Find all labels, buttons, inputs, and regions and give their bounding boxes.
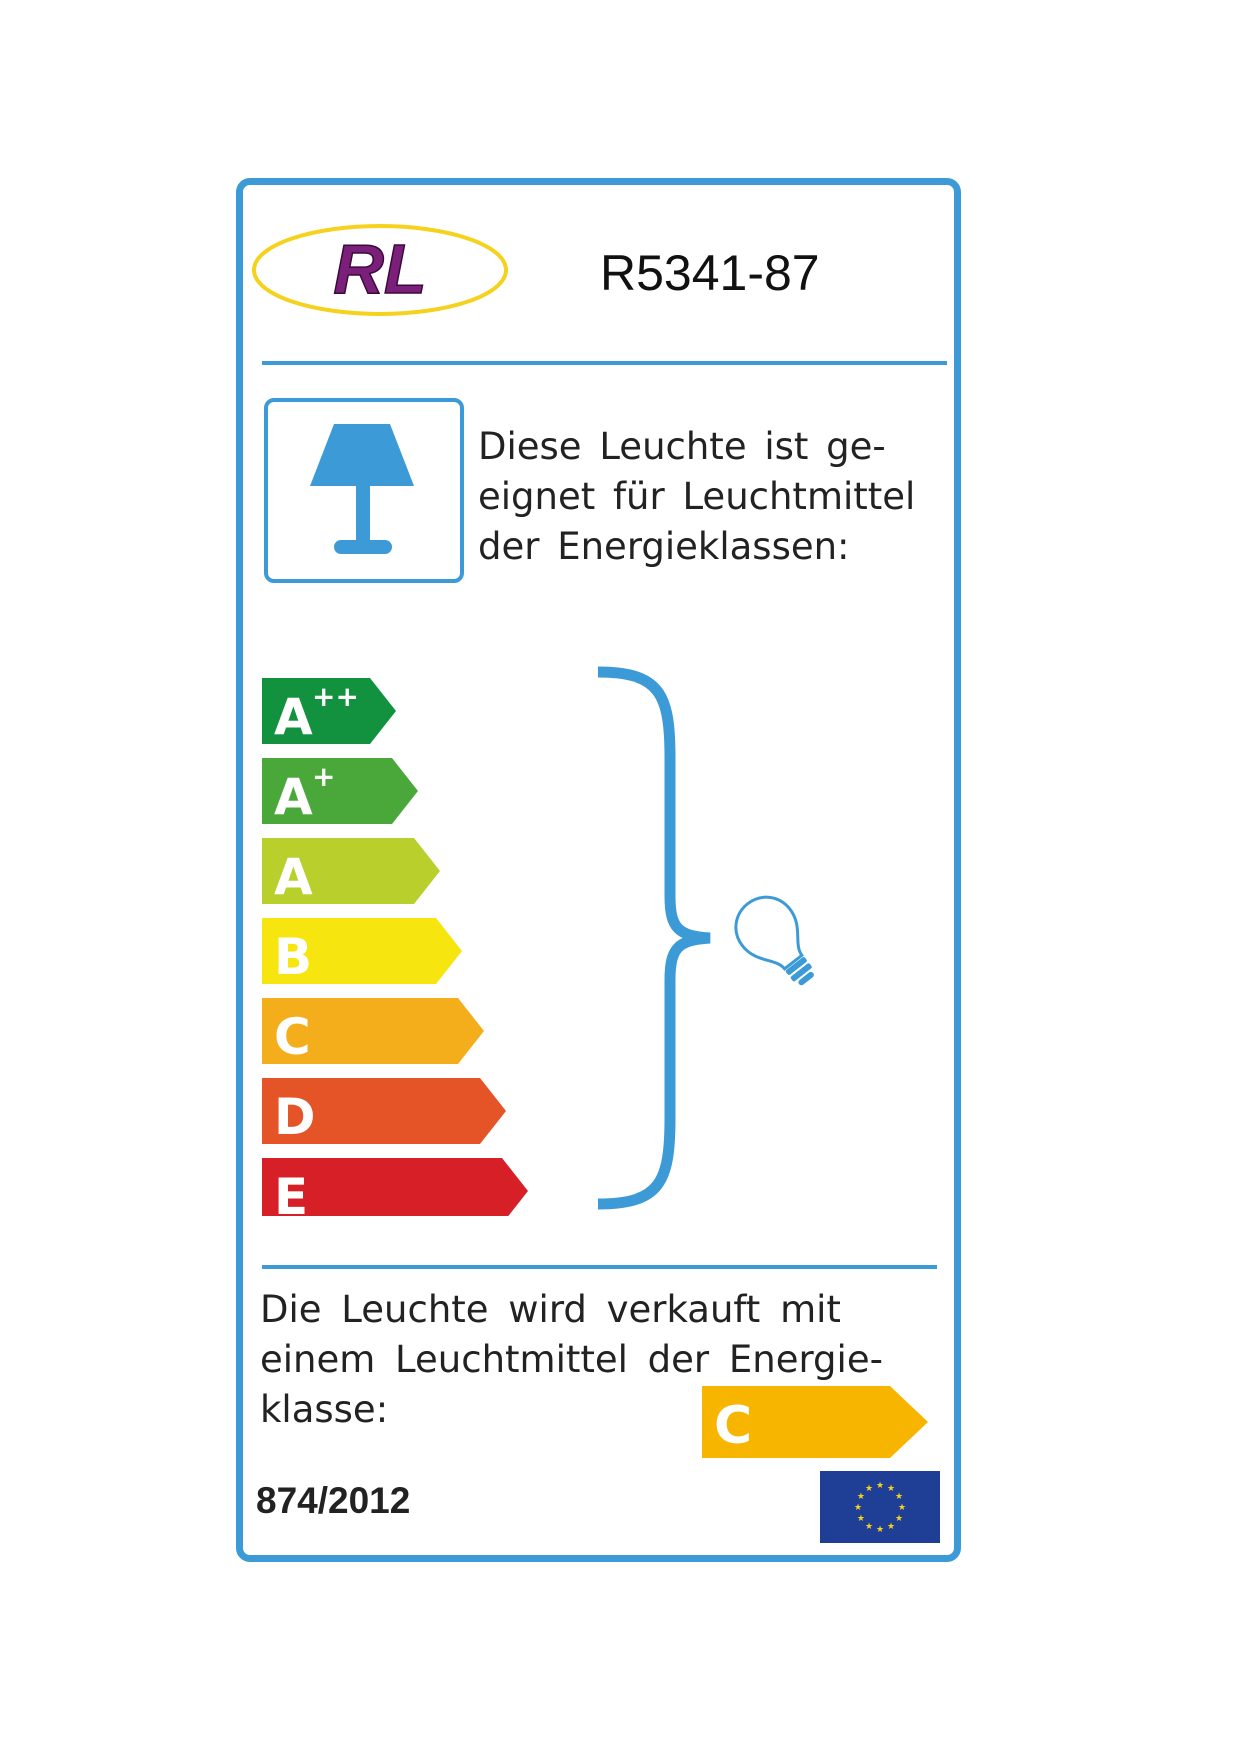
energy-class-arrow [262,1158,528,1216]
suitability-line: der Energieklassen: [478,525,850,568]
energy-class-letter: B [274,928,313,986]
energy-class-superscript: ++ [312,680,359,713]
model-number: R5341-87 [600,245,820,301]
suitability-line: eignet für Leuchtmittel [478,475,916,518]
eu-star-icon: ★ [886,1483,896,1494]
suitability-line: Diese Leuchte ist ge- [478,425,886,468]
lamp-icon-box [264,398,464,583]
bottom-divider [262,1265,937,1269]
brand-logo [248,220,512,320]
eu-star-icon: ★ [875,1525,885,1535]
eu-star-icon: ★ [853,1503,863,1513]
energy-class-arrow [262,918,462,986]
brace-and-bulb [598,666,848,1226]
curly-brace [598,672,710,1204]
energy-class-arrow [262,998,484,1066]
energy-class-arrow [262,1078,506,1146]
eu-star-icon: ★ [895,1514,904,1524]
energy-class-letter: D [274,1088,316,1146]
regulation-number: 874/2012 [256,1480,411,1521]
eu-star-icon: ★ [886,1522,896,1533]
eu-star-icon: ★ [897,1503,907,1513]
energy-class-letter: A [274,768,313,826]
included-lamp-class-letter: C [714,1396,753,1456]
suitability-text [478,422,948,572]
eu-star-icon: ★ [864,1483,874,1494]
eu-flag-icon [820,1471,940,1543]
included-lamp-class-arrow [702,1386,928,1458]
energy-class-letter: A [274,848,313,906]
eu-star-icon: ★ [875,1481,885,1491]
eu-star-icon: ★ [895,1492,904,1502]
top-divider [262,361,947,365]
sold-with-line: einem Leuchtmittel der Energie- [260,1338,883,1381]
eu-star-icon: ★ [864,1522,874,1533]
energy-class-arrow [262,758,418,826]
sold-with-line: Die Leuchte wird verkauft mit [260,1288,841,1331]
logo-text: RL [333,230,427,308]
energy-class-letter: C [274,1008,311,1066]
energy-class-scale [262,676,542,1216]
table-lamp-icon [268,402,460,579]
energy-class-arrow [262,838,440,906]
energy-class-superscript: + [312,760,336,793]
energy-class-letter: A [274,688,313,746]
sold-with-line: klasse: [260,1388,389,1431]
energy-class-letter: E [274,1168,309,1216]
energy-class-arrow [262,678,396,746]
eu-star-icon: ★ [856,1492,865,1502]
eu-star-icon: ★ [856,1514,865,1524]
light-bulb-icon [724,885,832,999]
